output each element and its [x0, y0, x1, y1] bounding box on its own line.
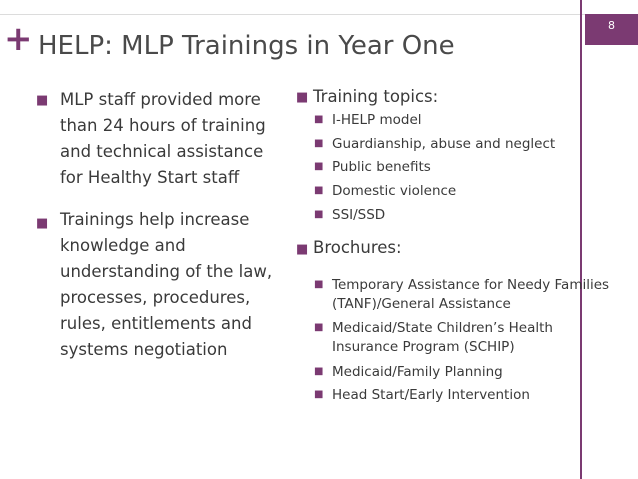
brochure-item-line: Head Start/Early Intervention — [332, 387, 530, 403]
brochure-item-line: Insurance Program (SCHIP) — [332, 339, 515, 355]
training-topic-item: I-HELP model — [332, 112, 422, 128]
top-rule — [0, 14, 638, 15]
sub-bullet-icon: ■ — [314, 138, 324, 149]
training-topic-item: Domestic violence — [332, 183, 457, 199]
sub-bullet-icon: ■ — [314, 322, 324, 333]
bullet-marker-icon: ■ — [36, 216, 49, 231]
sub-bullet-icon: ■ — [314, 185, 324, 196]
page-number: 8 — [608, 19, 615, 32]
training-topic-item: SSI/SSD — [332, 207, 386, 223]
sub-bullet-icon: ■ — [314, 209, 324, 220]
bullet-marker-icon: ■ — [296, 242, 309, 257]
brochure-item-line: Temporary Assistance for Needy Families — [332, 277, 610, 293]
brochures-heading: Brochures: — [313, 238, 402, 257]
sub-bullet-icon: ■ — [314, 279, 324, 290]
vertical-divider — [580, 0, 582, 479]
slide-title: HELP: MLP Trainings in Year One — [38, 31, 455, 61]
sub-bullet-icon: ■ — [314, 366, 324, 377]
training-topic-item: Public benefits — [332, 159, 431, 175]
brochure-item-line: Medicaid/State Children’s Health — [332, 320, 553, 336]
brochure-item-line: (TANF)/General Assistance — [332, 296, 511, 312]
sub-bullet-icon: ■ — [314, 161, 324, 172]
plus-icon: + — [4, 19, 33, 59]
brochure-item-line: Medicaid/Family Planning — [332, 364, 503, 380]
bullet-marker-icon: ■ — [36, 93, 49, 108]
sub-bullet-icon: ■ — [314, 389, 324, 400]
training-topics-heading: Training topics: — [313, 87, 439, 106]
bullet-marker-icon: ■ — [296, 90, 309, 105]
sub-bullet-icon: ■ — [314, 114, 324, 125]
training-topic-item: Guardianship, abuse and neglect — [332, 136, 556, 152]
left-bullet-text: Trainings help increase knowledge and understanding of the law, processes, procedures, rules, entitlements and systems negotiation — [60, 210, 273, 359]
left-bullet-text: MLP staff provided more than 24 hours of training and technical assistance for Healthy Start staff — [60, 90, 266, 187]
